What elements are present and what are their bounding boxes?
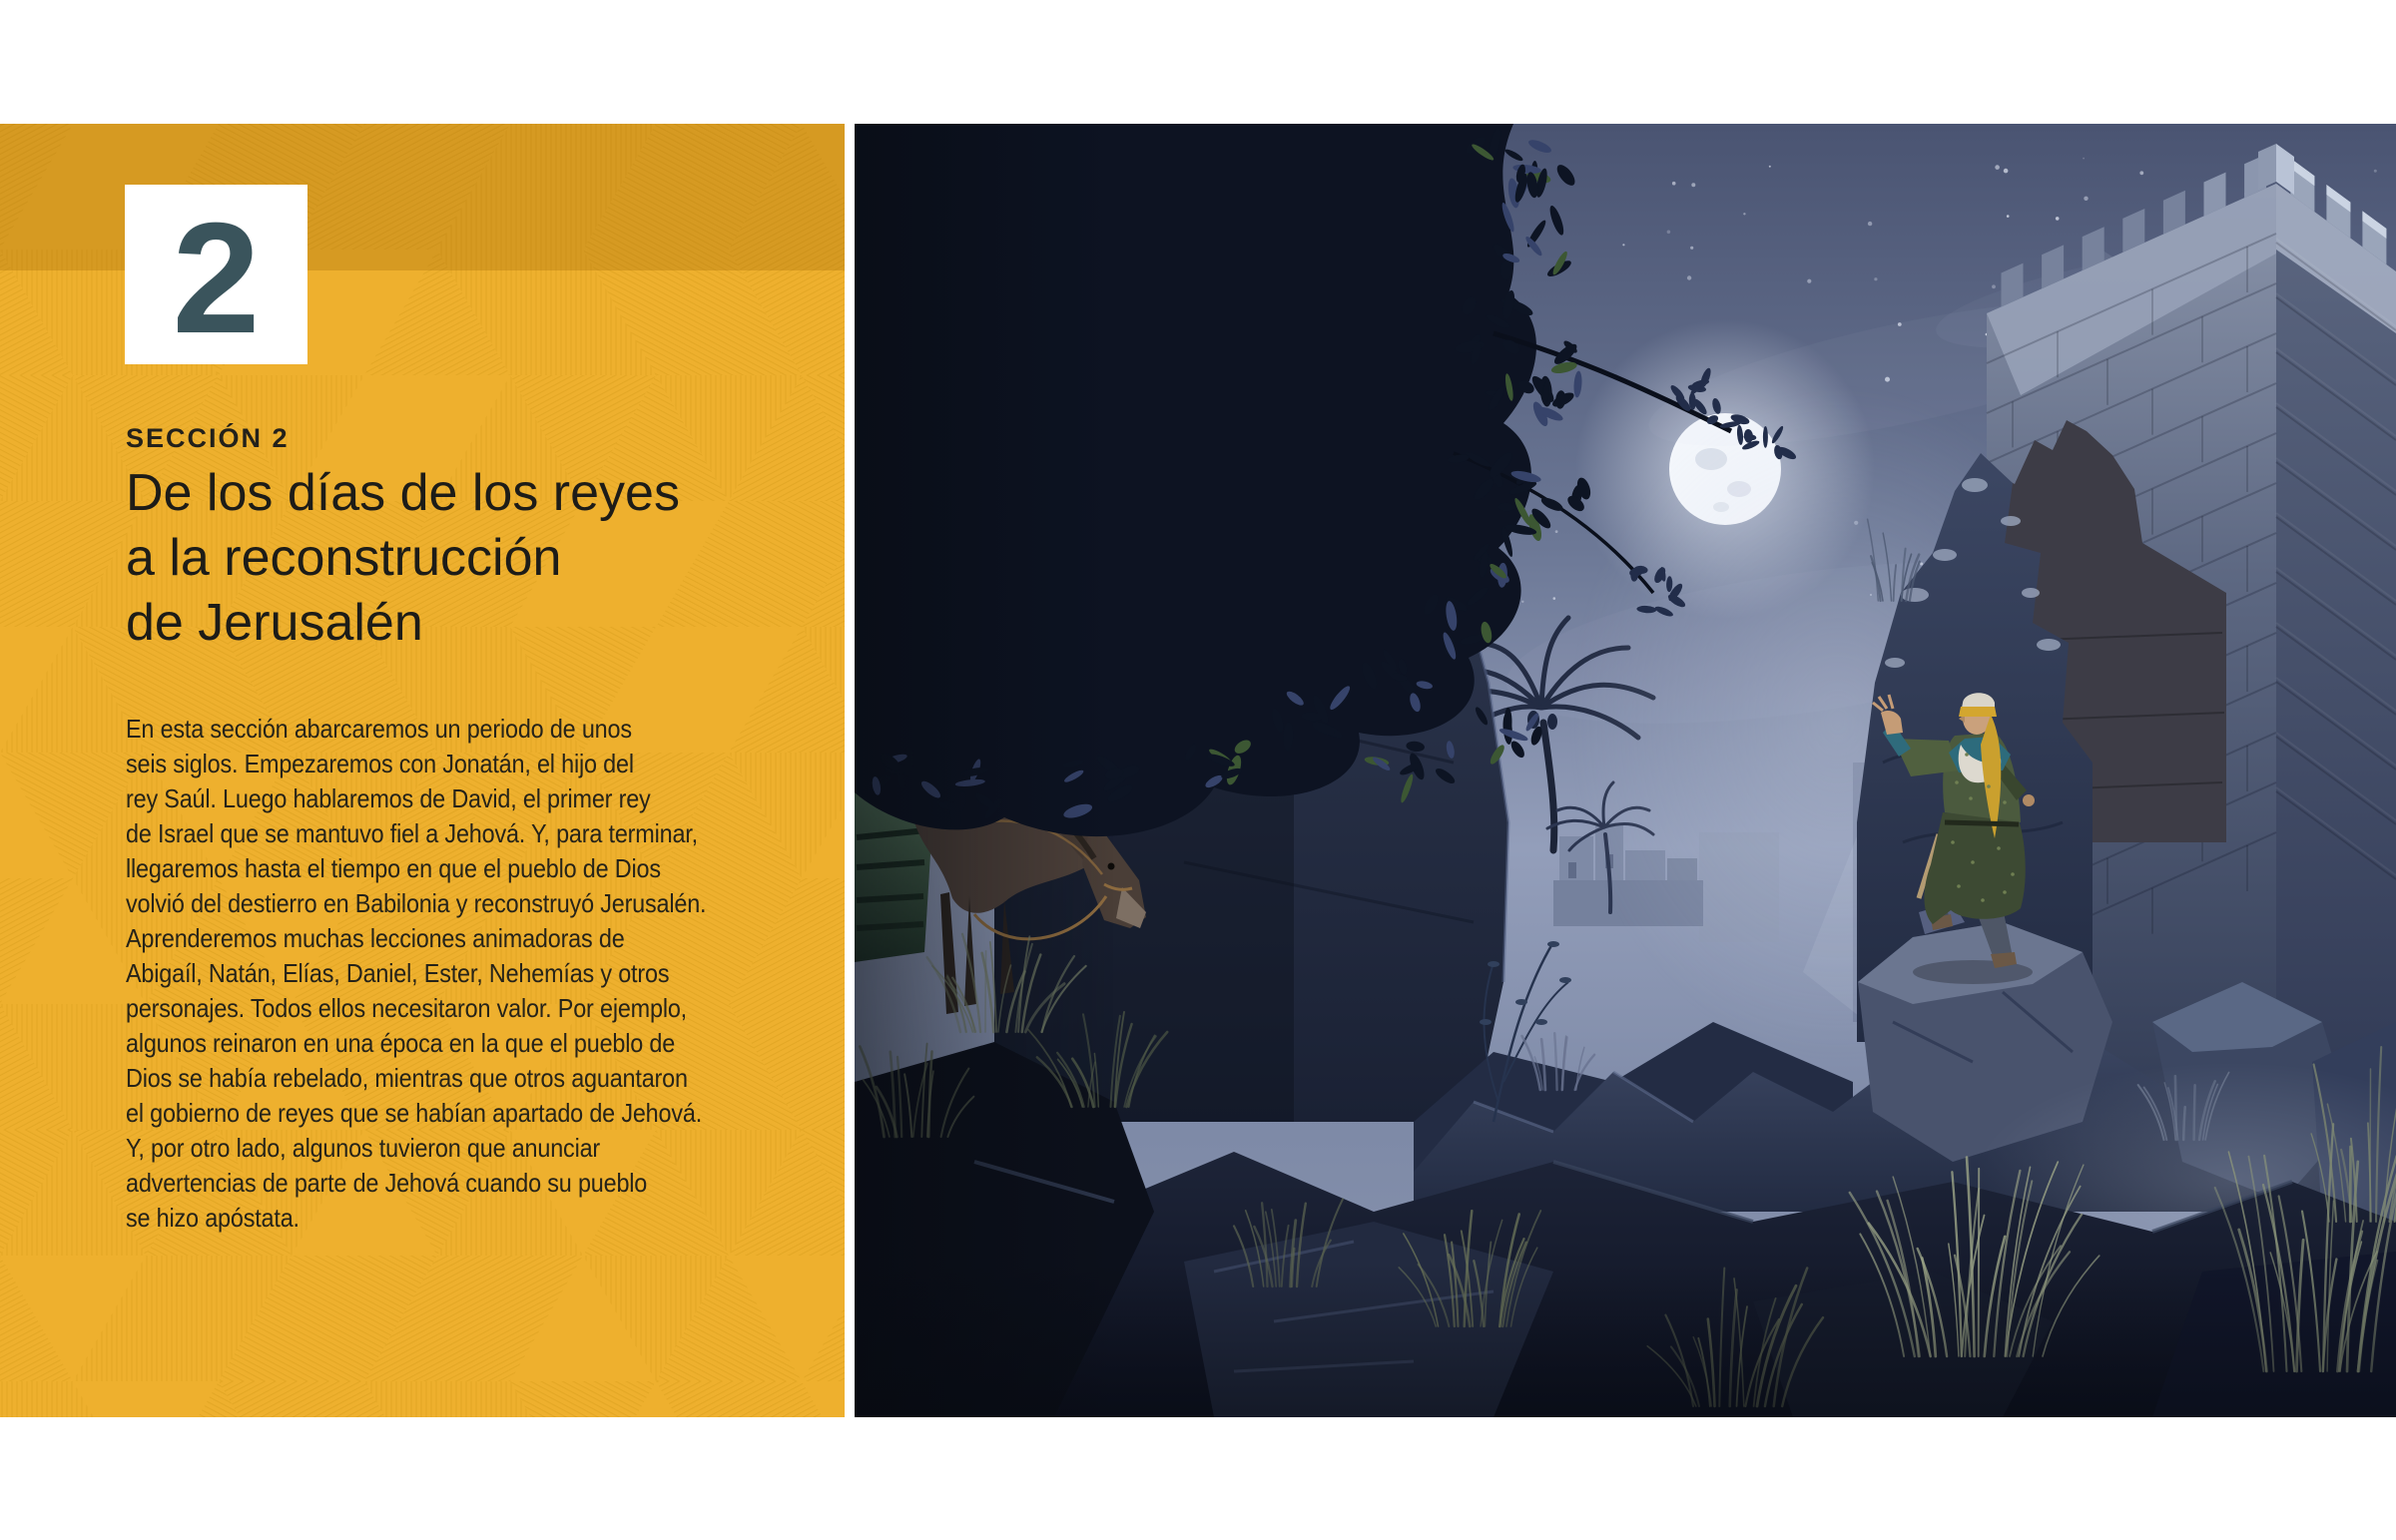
intro-line: volvió del destierro en Babilonia y reconstruyó Jerusalén.	[126, 888, 707, 918]
intro-line: algunos reinaron en una época en la que el pueblo de	[126, 1028, 676, 1058]
intro-line: el gobierno de reyes que se habían apartado de Jehová.	[126, 1098, 703, 1128]
intro-line: personajes. Todos ellos necesitaron valor. Por ejemplo,	[126, 993, 688, 1023]
section-intro-panel	[0, 124, 845, 1417]
illustration-frame	[855, 124, 2396, 1417]
section-title	[126, 461, 680, 656]
intro-line: Y, por otro lado, algunos tuvieron que anunciar	[126, 1133, 601, 1163]
intro-line: rey Saúl. Luego hablaremos de David, el primer rey	[126, 783, 651, 813]
title-line: de Jerusalén	[126, 594, 423, 652]
vignette-bottom	[855, 1262, 2396, 1417]
section-number-box	[125, 185, 307, 364]
intro-line: se hizo apóstata.	[126, 1203, 300, 1233]
night-ruins-illustration	[855, 124, 2396, 1417]
intro-line: Abigaíl, Natán, Elías, Daniel, Ester, Nehemías y otros	[126, 958, 670, 988]
vignette-left	[855, 124, 1114, 1417]
intro-line: advertencias de parte de Jehová cuando su pueblo	[126, 1168, 648, 1198]
title-line: a la reconstrucción	[126, 529, 562, 587]
intro-line: llegaremos hasta el tiempo en que el pueblo de Dios	[126, 853, 661, 883]
intro-line: Aprenderemos muchas lecciones animadoras de	[126, 923, 625, 953]
section-number: 2	[172, 191, 261, 366]
section-kicker: SECCIÓN 2	[126, 423, 290, 453]
intro-line: de Israel que se mantuvo fiel a Jehová. Y, para terminar,	[126, 818, 698, 848]
section-intro-text	[126, 712, 706, 1236]
title-line: De los días de los reyes	[126, 464, 680, 522]
intro-line: Dios se había rebelado, mientras que otros aguantaron	[126, 1063, 688, 1093]
intro-line: En esta sección abarcaremos un periodo de unos	[126, 714, 632, 744]
intro-line: seis siglos. Empezaremos con Jonatán, el hijo del	[126, 749, 634, 778]
